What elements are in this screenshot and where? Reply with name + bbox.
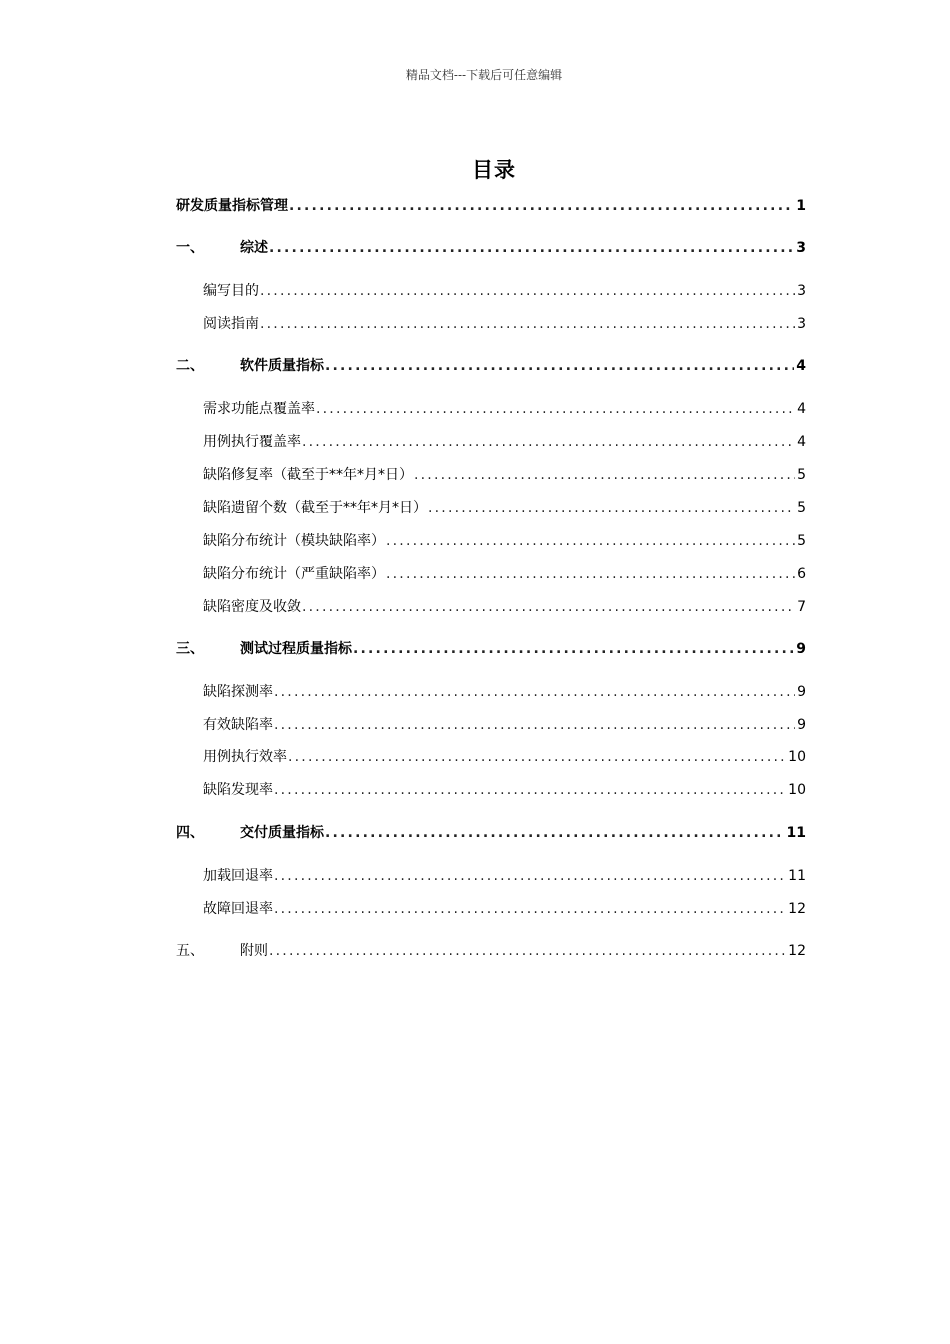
toc-entry-subsection[interactable]	[203, 465, 806, 485]
toc-entry-page: 6	[797, 566, 806, 582]
dot-leader	[302, 432, 795, 452]
dot-leader	[260, 281, 795, 301]
dot-leader	[302, 597, 795, 617]
toc-entry-subsection[interactable]	[203, 899, 806, 919]
toc-entry-subsection[interactable]	[203, 432, 806, 452]
toc-entry-page: 1	[796, 198, 806, 214]
toc-entry-subsection[interactable]	[203, 747, 806, 767]
dot-leader	[274, 780, 786, 800]
toc-entry-title: 测试过程质量指标	[240, 641, 352, 657]
toc-entry-page: 4	[797, 401, 806, 417]
toc-entry-title: 用例执行效率	[203, 749, 287, 765]
toc-entry-subsection[interactable]	[203, 564, 806, 584]
toc-entry-title: 缺陷分布统计（严重缺陷率）	[203, 566, 385, 582]
toc-entry-subsection[interactable]	[203, 498, 806, 518]
dot-leader	[260, 314, 795, 334]
toc-entry-page: 10	[788, 749, 806, 765]
dot-leader	[269, 238, 794, 258]
dot-leader	[414, 465, 795, 485]
toc-entry-page: 5	[797, 467, 806, 483]
toc-entry-page: 9	[797, 717, 806, 733]
toc-entry-page: 3	[797, 283, 806, 299]
toc-entry-page: 11	[786, 825, 806, 841]
toc-entry-subsection[interactable]	[203, 531, 806, 551]
dot-leader	[428, 498, 795, 518]
toc-entry-top[interactable]	[176, 196, 806, 216]
dot-leader	[288, 747, 786, 767]
toc-entry-title: 综述	[240, 240, 268, 256]
dot-leader	[274, 899, 786, 919]
toc-entry-page: 10	[788, 782, 806, 798]
toc-entry-page: 3	[797, 316, 806, 332]
toc-entry-page: 9	[796, 641, 806, 657]
toc-entry-title: 需求功能点覆盖率	[203, 401, 315, 417]
header-note: 精品文档---下载后可任意编辑	[405, 68, 563, 82]
toc-entry-section[interactable]	[176, 823, 806, 843]
toc-entry-subsection[interactable]	[203, 715, 806, 735]
toc-entry-section[interactable]	[176, 238, 806, 258]
dot-leader	[353, 639, 794, 659]
toc-entry-title: 缺陷密度及收敛	[203, 599, 301, 615]
toc-entry-page: 5	[797, 533, 806, 549]
toc-entry-title: 用例执行覆盖率	[203, 434, 301, 450]
dot-leader	[316, 399, 795, 419]
dot-leader	[289, 196, 794, 216]
toc-title: 目录	[472, 158, 516, 182]
toc-entry-subsection[interactable]	[203, 399, 806, 419]
toc-entry-section[interactable]	[176, 941, 806, 961]
toc-entry-number: 二、	[176, 358, 204, 374]
toc-entry-title: 故障回退率	[203, 901, 273, 917]
toc-entry-title: 有效缺陷率	[203, 717, 273, 733]
toc-entry-section[interactable]	[176, 356, 806, 376]
toc-entry-title: 研发质量指标管理	[176, 198, 288, 214]
dot-leader	[274, 715, 795, 735]
toc-entry-title: 编写目的	[203, 283, 259, 299]
dot-leader	[325, 356, 794, 376]
toc-entry-section[interactable]	[176, 639, 806, 659]
toc-entry-subsection[interactable]	[203, 780, 806, 800]
toc-entry-subsection[interactable]	[203, 866, 806, 886]
toc-entry-page: 7	[797, 599, 806, 615]
toc-entry-page: 12	[788, 901, 806, 917]
dot-leader	[274, 682, 795, 702]
toc-entry-title: 缺陷发现率	[203, 782, 273, 798]
toc-entry-subsection[interactable]	[203, 314, 806, 334]
toc-entry-page: 4	[797, 434, 806, 450]
toc-entry-title: 加载回退率	[203, 868, 273, 884]
toc-entry-page: 12	[788, 943, 806, 959]
toc-entry-title: 交付质量指标	[240, 825, 324, 841]
toc-entry-number: 三、	[176, 641, 204, 657]
toc-entry-title: 阅读指南	[203, 316, 259, 332]
toc-entry-title: 缺陷遗留个数（截至于**年*月*日）	[203, 500, 427, 516]
toc-entry-number: 四、	[176, 825, 204, 841]
toc-entry-number: 五、	[176, 943, 204, 959]
dot-leader	[386, 531, 795, 551]
toc-entry-page: 9	[797, 684, 806, 700]
toc-entry-title: 缺陷修复率（截至于**年*月*日）	[203, 467, 413, 483]
toc-entry-page: 3	[796, 240, 806, 256]
dot-leader	[274, 866, 786, 886]
toc-entry-title: 缺陷探测率	[203, 684, 273, 700]
toc-entry-subsection[interactable]	[203, 597, 806, 617]
dot-leader	[269, 941, 786, 961]
toc-entry-title: 缺陷分布统计（模块缺陷率）	[203, 533, 385, 549]
toc-entry-number: 一、	[176, 240, 204, 256]
toc-entry-title: 软件质量指标	[240, 358, 324, 374]
toc-entry-page: 5	[797, 500, 806, 516]
toc-entry-subsection[interactable]	[203, 682, 806, 702]
toc-entry-page: 11	[788, 868, 806, 884]
toc-entry-title: 附则	[240, 943, 268, 959]
toc-entry-subsection[interactable]	[203, 281, 806, 301]
dot-leader	[386, 564, 795, 584]
toc-entry-page: 4	[796, 358, 806, 374]
dot-leader	[325, 823, 785, 843]
